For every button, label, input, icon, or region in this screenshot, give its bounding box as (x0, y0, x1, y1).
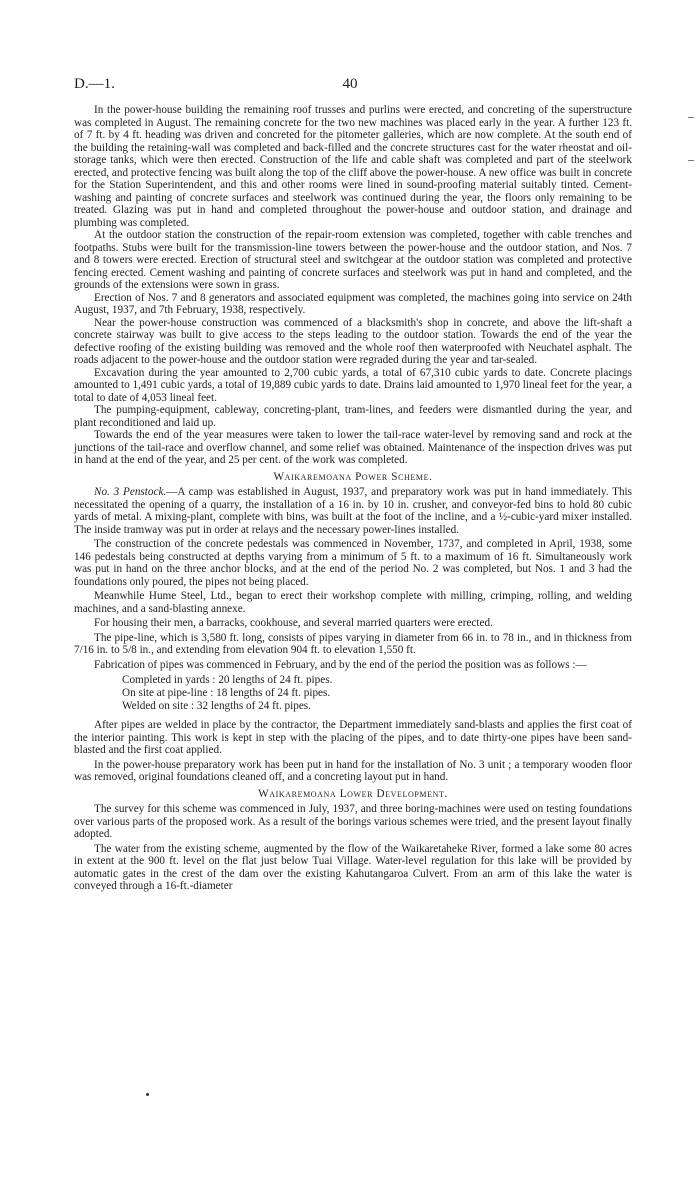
paragraph-text: —A camp was established in August, 1937, and preparatory work was put in hand immediately. This necessitated the opening of a quarry, the installation of a 16 in. by 10 in. crusher, and conveyor-fed bins to hold 80 cubic yards of metal. A mixing-plant, complete with bins, was built at the foot of the incline, and a ½-cubic-yard mixer installed. The inside tramway was put in order at relays and the necessary power-lines installed. (74, 486, 632, 536)
paragraph: The water from the existing scheme, augmented by the flow of the Waikaretaheke River, formed a lake some 80 acres in extent at the 900 ft. level on the flat just below Tuai Village. Water-level regulation for this lake will be provided by automatic gates in the crest of the dam over the existing Kahutangaroa Culvert. From an arm of this lake the water is conveyed through a 16-ft.-diameter (74, 842, 632, 892)
paragraph: Towards the end of the year measures were taken to lower the tail-race water-level by removing sand and rock at the junctions of the tail-race and overflow channel, and some relief was obtained. Maintenance of the inspection drives was put in hand at the end of the year, and 25 per cent. of the work was completed. (74, 429, 632, 466)
section-heading: Waikaremoana Power Scheme. (273, 470, 433, 483)
paragraph: Excavation during the year amounted to 2,700 cubic yards, a total of 67,310 cubic yards to date. Concrete placings amounted to 1,491 cubic yards, a total of 19,889 cubic yards to date. Drains laid amounted to 1,970 lineal feet for the year, a total to date of 4,053 lineal feet. (74, 366, 632, 404)
document-reference: D.—1. (74, 76, 115, 92)
paragraph: In the power-house preparatory work has been put in hand for the installation of No. 3 unit ; a temporary wooden floor was removed, original foundations cleaned off, and a concreting layout put in hand. (74, 758, 632, 783)
section-heading: Waikaremoana Lower Development. (258, 787, 448, 800)
paragraph: The pipe-line, which is 3,580 ft. long, consists of pipes varying in diameter from 66 in. to 78 in., and in thickness from 7/16 in. to 5/8 in., and extending from elevation 904 ft. to elevation 1,550 ft. (74, 631, 632, 656)
paragraph: For housing their men, a barracks, cookhouse, and several married quarters were erected. (94, 617, 493, 629)
fabrication-list (122, 674, 632, 713)
list-item: On site at pipe-line : 18 lengths of 24 ft. pipes. (122, 687, 331, 699)
margin-mark (688, 117, 694, 118)
paragraph: Erection of Nos. 7 and 8 generators and associated equipment was completed, the machines going into service on 24th August, 1937, and 7th February, 1938, respectively. (74, 291, 632, 316)
list-item: Completed in yards : 20 lengths of 24 ft. pipes. (122, 674, 333, 686)
page-number: 40 (342, 76, 358, 92)
paragraph: Meanwhile Hume Steel, Ltd., began to erect their workshop complete with milling, crimping, rolling, and welding machines, and a sand-blasting annexe. (74, 590, 632, 615)
paragraph: The construction of the concrete pedestals was commenced in November, 1737, and completed in April, 1938, some 146 pedestals being constructed at depths varying from a minimum of 5 ft. to a maximum of 16 ft. Simultaneously work was put in hand on the three anchor blocks, and at the end of the period No. 2 was completed, but Nos. 1 and 3 had the foundations only poured, the pipes not being placed. (74, 538, 632, 588)
paragraph: The survey for this scheme was commenced in July, 1937, and three boring-machines were used on testing foundations over various parts of the proposed work. As a result of the borings various schemes were tried, and the present layout finally adopted. (74, 803, 632, 840)
list-item: Welded on site : 32 lengths of 24 ft. pipes. (122, 700, 311, 712)
paragraph: The pumping-equipment, cableway, concreting-plant, tram-lines, and feeders were dismantled during the year, and plant reconditioned and laid up. (74, 404, 632, 429)
page-header (0, 76, 700, 96)
paragraph: At the outdoor station the construction of the repair-room extension was completed, together with cable trenches and footpaths. Stubs were built for the transmission-line towers between the power-house and the outdoor station, and Nos. 7 and 8 towers were erected. Erection of structural steel and switchgear at the outdoor station was completed and protective fencing erected. Cement washing and painting of concrete surfaces and steelwork was put in hand and completed, and the grounds of the extensions were sown in grass. (74, 229, 632, 291)
stray-mark (146, 1093, 149, 1096)
document-body (74, 104, 632, 893)
paragraph: In the power-house building the remaining roof trusses and purlins were erected, and concreting of the superstructure was completed in August. The remaining concrete for the two new machines was placed early in the year. A further 123 ft. of 7 ft. by 4 ft. heading was driven and concreted for the pitometer galleries, which are now complete. At the south end of the building the retaining-wall was completed and back-filled and the concrete structures cast for the water rheostat and oil-storage tanks, which were then erected. Construction of the life and cable shaft was completed and part of the steelwork erected, and protective fencing was built along the top of the cliff above the power-house. A new office was built in concrete for the Station Superintendent, and this and other rooms were lined in sound-proofing material suitably tinted. Cement-washing and painting of concrete surfaces and steelwork was continued during the year, the floors only remaining to be treated. Glazing was put in hand and completed throughout the power-house and outdoor station, and drainage and plumbing was completed. (74, 104, 632, 229)
paragraph: After pipes are welded in place by the contractor, the Department immediately sand-blasts and applies the first coat of the interior painting. This work is kept in step with the placing of the pipes, and to date thirty-one pipes have been sand-blasted and the first coat applied. (74, 719, 632, 756)
paragraph: Fabrication of pipes was commenced in February, and by the end of the period the position was as follows :— (94, 658, 587, 671)
subsection-label: No. 3 Penstock. (94, 486, 167, 498)
paragraph: Near the power-house construction was commenced of a blacksmith's shop in concrete, and above the lift-shaft a concrete stairway was built to give access to the steps leading to the outdoor station. Towards the end of the year the defective roofing of the existing building was removed and the whole roof then waterproofed with Neuchatel asphalt. The roads adjacent to the power-house and the outdoor station were regraded during the year and tar-sealed. (74, 316, 632, 366)
paragraph (74, 486, 632, 536)
margin-mark (688, 160, 694, 161)
